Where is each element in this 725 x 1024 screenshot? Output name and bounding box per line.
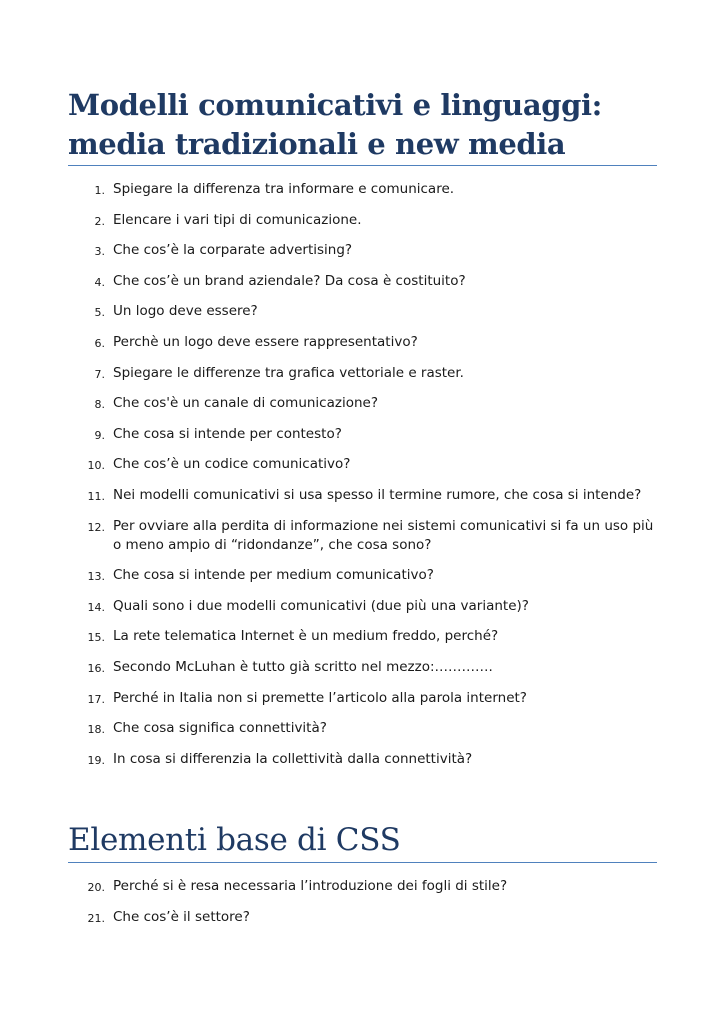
question-item [0,566,725,585]
question-number: 14. [87,600,105,614]
question-item [0,364,725,383]
question-text: Perchè un logo deve essere rappresentativo? [113,333,418,350]
question-text: Perché in Italia non si premette l’articolo alla parola internet? [113,689,527,706]
question-text: Che cos’è il settore? [113,908,250,925]
section-2-question-list [0,877,725,938]
section-1-question-list [0,180,725,780]
question-text: Che cosa si intende per contesto? [113,425,342,442]
question-item [0,241,725,260]
question-text: In cosa si differenzia la collettività dalla connettività? [113,750,473,767]
question-text: Secondo McLuhan è tutto già scritto nel mezzo:…………. [113,658,493,675]
question-text: Un logo deve essere? [113,303,258,320]
question-item [0,272,725,291]
question-number: 5. [94,306,105,320]
question-number: 4. [94,275,105,289]
question-number: 15. [87,631,105,645]
question-number: 10. [87,459,105,473]
question-number: 1. [94,184,105,197]
question-number: 7. [94,367,105,381]
question-item [0,333,725,352]
section-2-divider [68,862,657,863]
question-text: Elencare i vari tipi di comunicazione. [113,211,362,228]
question-number: 9. [94,428,105,442]
question-text: Per ovviare alla perdita di informazione nei sistemi comunicativi si fa un uso più o meno ampio di “ridondanze”, che cosa sono? [113,517,654,553]
question-item [0,302,725,321]
question-text: Nei modelli comunicativi si usa spesso il termine rumore, che cosa si intende? [113,486,642,503]
question-text: Che cosa significa connettività? [113,720,327,737]
question-number: 3. [94,245,105,259]
question-item [0,486,725,505]
question-item [0,627,725,646]
question-item [0,394,725,413]
question-number: 2. [94,214,105,228]
question-text: Che cos’è un brand aziendale? Da cosa è costituito? [113,272,466,289]
question-item [0,658,725,677]
section-2-title: Elementi base di CSS [68,822,401,858]
question-text: Spiegare la differenza tra informare e comunicare. [113,181,455,197]
question-text: Quali sono i due modelli comunicativi (due più una variante)? [113,597,529,614]
question-item [0,425,725,444]
question-item [0,597,725,616]
question-text: Che cos’è la corparate advertising? [113,242,353,259]
question-number: 8. [94,398,105,412]
question-item [0,517,725,555]
section-1-title [68,86,656,164]
question-number: 19. [87,753,105,767]
section-1-divider [68,165,657,166]
question-item [0,180,725,199]
question-text: Che cos’è un codice comunicativo? [113,456,351,473]
question-number: 16. [87,661,105,675]
question-number: 18. [87,723,105,737]
question-text: Perché si è resa necessaria l’introduzione dei fogli di stile? [113,878,508,894]
question-number: 6. [94,336,105,350]
question-text: Che cosa si intende per medium comunicativo? [113,567,434,584]
question-item [0,750,725,769]
question-number: 17. [87,692,105,706]
question-number: 11. [87,489,105,503]
question-item [0,877,725,896]
question-text: Spiegare le differenze tra grafica vettoriale e raster. [113,364,464,381]
question-number: 12. [87,520,105,534]
question-item [0,689,725,708]
question-number: 13. [87,570,105,584]
question-text: Che cos'è un canale di comunicazione? [113,395,379,412]
section-1-title-line-2: media tradizionali e new media [68,127,566,161]
question-number: 20. [87,881,105,894]
question-text: La rete telematica Internet è un medium freddo, perché? [113,628,499,645]
question-number: 21. [87,911,105,925]
section-1-title-line-1: Modelli comunicativi e linguaggi: [68,88,602,122]
question-item [0,455,725,474]
question-item [0,719,725,738]
question-item [0,908,725,927]
question-item [0,211,725,230]
